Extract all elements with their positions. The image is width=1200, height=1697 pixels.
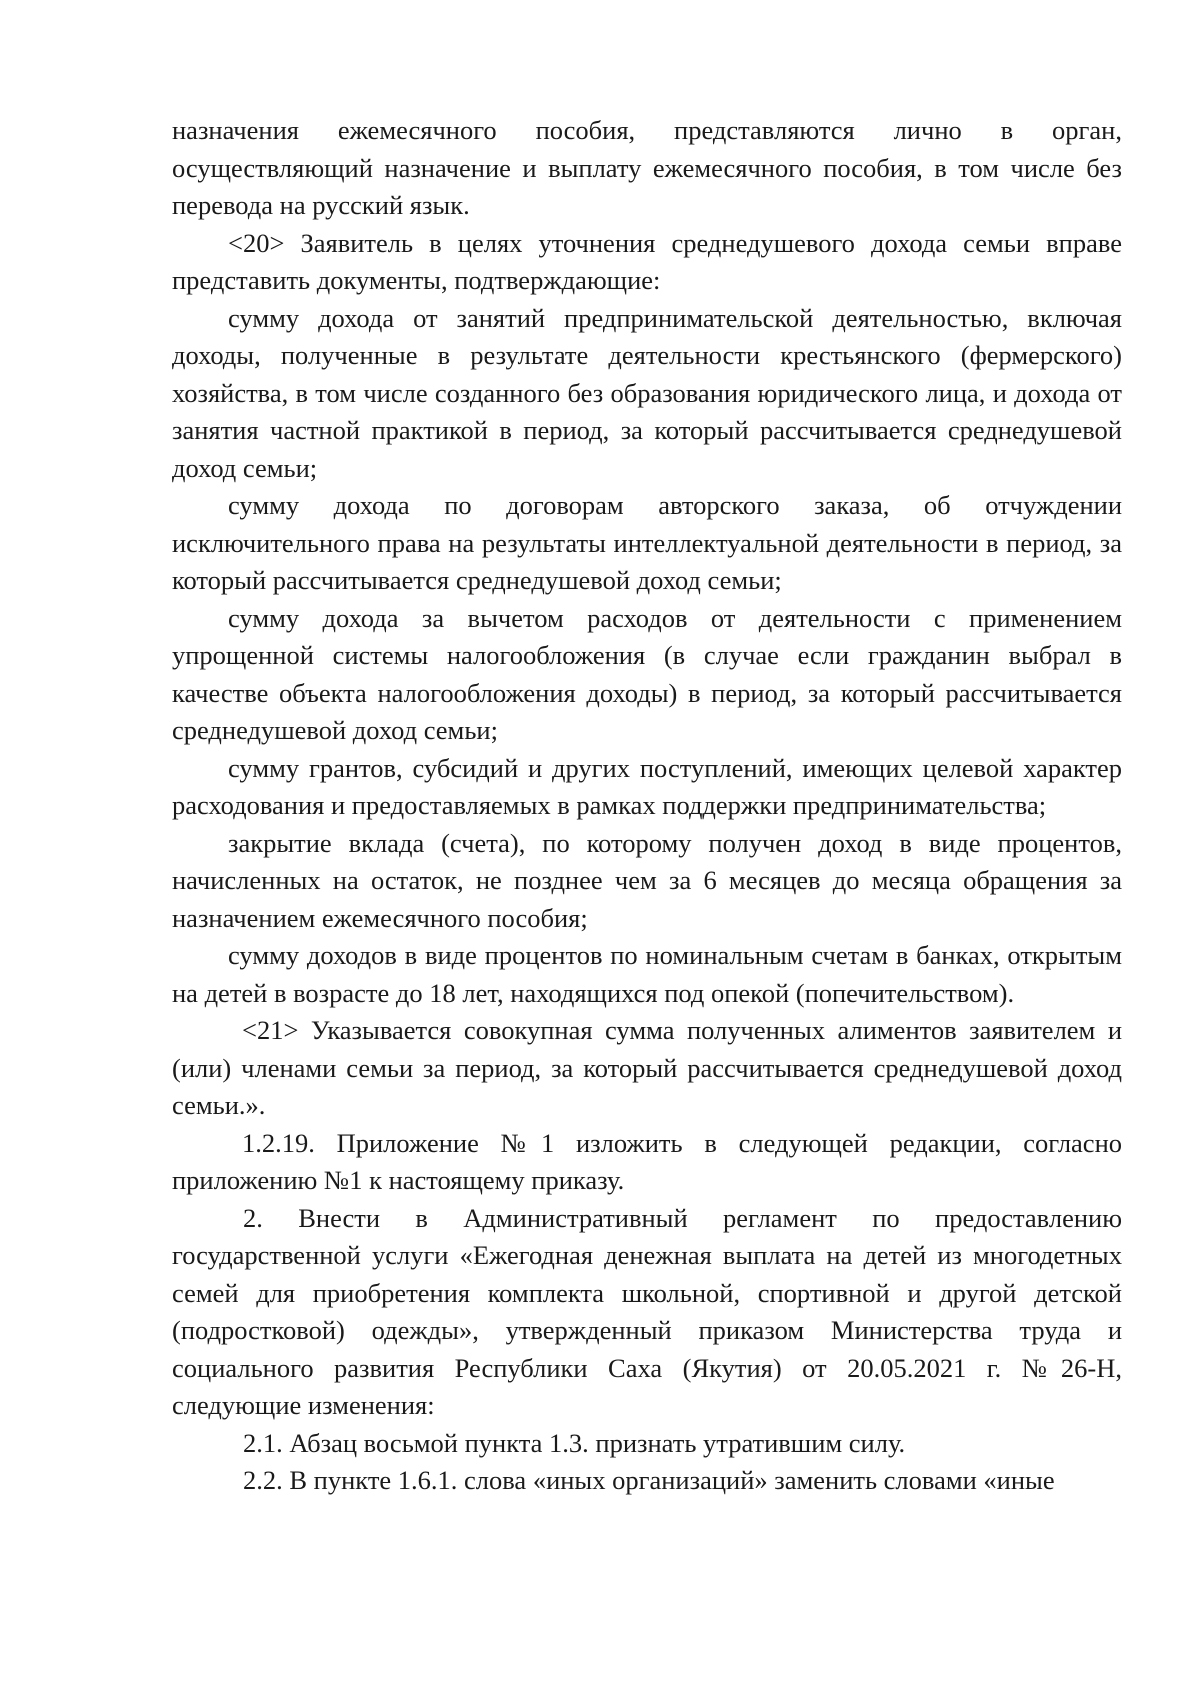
paragraph-deposit-closure: закрытие вклада (счета), по которому получен доход в виде процентов, начисленных на остаток, не позднее чем за 6 месяцев до месяца обращения за назначением ежемесячного пособия; — [172, 827, 1122, 933]
paragraph-grants: сумму грантов, субсидий и других поступлений, имеющих целевой характер расходования и предоставляемых в рамках поддержки предпринимательства; — [172, 752, 1122, 820]
document-page — [172, 112, 1122, 1500]
paragraph-item-1-2-19: 1.2.19. Приложение №1 изложить в следующей редакции, согласно приложению №1 к настоящему приказу. — [172, 1127, 1122, 1195]
paragraph-item-2-2: 2.2. В пункте 1.6.1. слова «иных организаций» заменить словами «иные — [243, 1465, 1055, 1495]
paragraph-simplified-tax: сумму дохода за вычетом расходов от деятельности с применением упрощенной системы налогообложения (в случае если гражданин выбрал в качестве объекта налогообложения доходы) в период, за который рассчитывается среднедушевой доход семьи; — [172, 602, 1122, 745]
paragraph-footnote-21: <21> Указывается совокупная сумма полученных алиментов заявителем и (или) членами семьи за период, за который рассчитывается среднедушевой доход семьи.». — [172, 1015, 1122, 1120]
paragraph-author-contracts: сумму дохода по договорам авторского заказа, об отчуждении исключительного права на результаты интеллектуальной деятельности в период, за который рассчитывается среднедушевой доход семьи; — [172, 490, 1122, 595]
paragraph-footnote-20: <20> Заявитель в целях уточнения среднедушевого дохода семьи вправе представить документы, подтверждающие: — [172, 227, 1122, 295]
paragraph-nominal-accounts: сумму доходов в виде процентов по номинальным счетам в банках, открытым на детей в возрасте до 18 лет, находящихся под опекой (попечительством). — [172, 940, 1122, 1008]
paragraph-business-income: сумму дохода от занятий предпринимательской деятельностью, включая доходы, полученные в результате деятельности крестьянского (фермерского) хозяйства, в том числе созданного без образования юридического лица, и дохода от занятия частной практикой в период, за который рассчитывается среднедушевой доход семьи; — [172, 302, 1122, 483]
paragraph-continuation: назначения ежемесячного пособия, представляются лично в орган, осуществляющий назначение и выплату ежемесячного пособия, в том числе без перевода на русский язык. — [172, 115, 1122, 220]
paragraph-item-2: 2. Внести в Административный регламент по предоставлению государственной услуги «Ежегодная денежная выплата на детей из многодетных семей для приобретения комплекта школьной, спортивной и другой детской (подростковой) одежды», утвержденный приказом Министерства труда и социального развития Республики Саха (Якутия) от 20.05.2021 г. №26-Н, следующие изменения: — [172, 1202, 1122, 1420]
paragraph-item-2-1: 2.1. Абзац восьмой пункта 1.3. признать утратившим силу. — [243, 1427, 906, 1458]
